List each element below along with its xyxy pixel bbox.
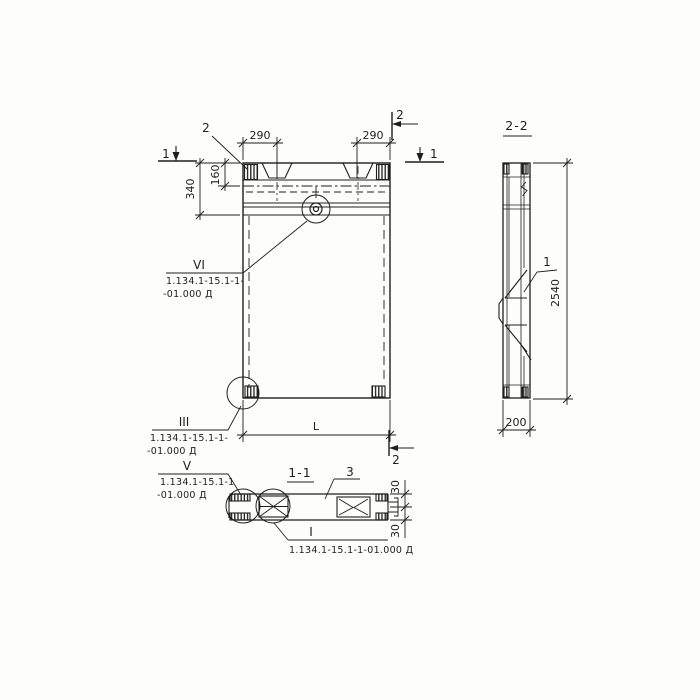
- arrow-left-bottom-icon: [389, 445, 398, 451]
- dim-340: 340: [184, 178, 197, 200]
- callout-2-label: 2: [202, 121, 210, 135]
- front-view: [227, 163, 390, 409]
- section-1-1-title: 1-1: [288, 465, 312, 480]
- detail-circle-vi: [302, 195, 330, 223]
- section1-left-label: 1: [162, 147, 170, 161]
- hatch-top-right: [377, 165, 390, 180]
- detail-v-ref2: -01.000 Д: [157, 490, 207, 501]
- arrow-down-left-icon: [173, 152, 180, 161]
- detail-i-ref: 1.134.1-15.1-1-01.000 Д: [289, 545, 414, 556]
- detail-iii-ref2: -01.000 Д: [147, 446, 197, 457]
- dim-290-left: 290: [249, 129, 271, 142]
- front-view-dimensions: [195, 137, 396, 442]
- detail-vi-ref1: 1.134.1-15.1-1-: [166, 276, 245, 287]
- detail-i-label: I: [309, 525, 313, 539]
- section-2-2-title: 2-2: [505, 118, 529, 133]
- hatch-bottom-left: [245, 386, 258, 397]
- dim-length: L: [312, 420, 320, 433]
- section-1-1-view: [226, 482, 398, 523]
- dim-2540: 2540: [549, 279, 562, 307]
- detail-vi-label: VI: [193, 258, 205, 272]
- detail-iii-ref1: 1.134.1-15.1-1-: [150, 433, 229, 444]
- dim-200: 200: [505, 416, 527, 429]
- dim-160: 160: [209, 164, 222, 186]
- panel-outline: [243, 163, 390, 398]
- dim-30-top: 30: [389, 480, 402, 494]
- dim-30-bottom: 30: [389, 524, 402, 538]
- callout-3-label: 3: [346, 465, 354, 479]
- detail-v-ref1: 1.134.1-15.1-1: [160, 477, 235, 488]
- callout-1-label: 1: [543, 255, 551, 269]
- detail-vi-ref2: -01.000 Д: [163, 289, 213, 300]
- hatch-top-left: [245, 165, 258, 180]
- hatch-bottom-right: [372, 386, 385, 397]
- dim-290-right: 290: [362, 129, 384, 142]
- section-2-2-view: [499, 136, 532, 398]
- detail-v-label: V: [182, 459, 192, 473]
- section2-top-label: 2: [396, 108, 404, 122]
- detail-iii-label: III: [178, 415, 190, 429]
- section2-bottom-label: 2: [392, 453, 400, 467]
- section1-right-label: 1: [430, 147, 438, 161]
- arrow-down-right-icon: [417, 153, 424, 162]
